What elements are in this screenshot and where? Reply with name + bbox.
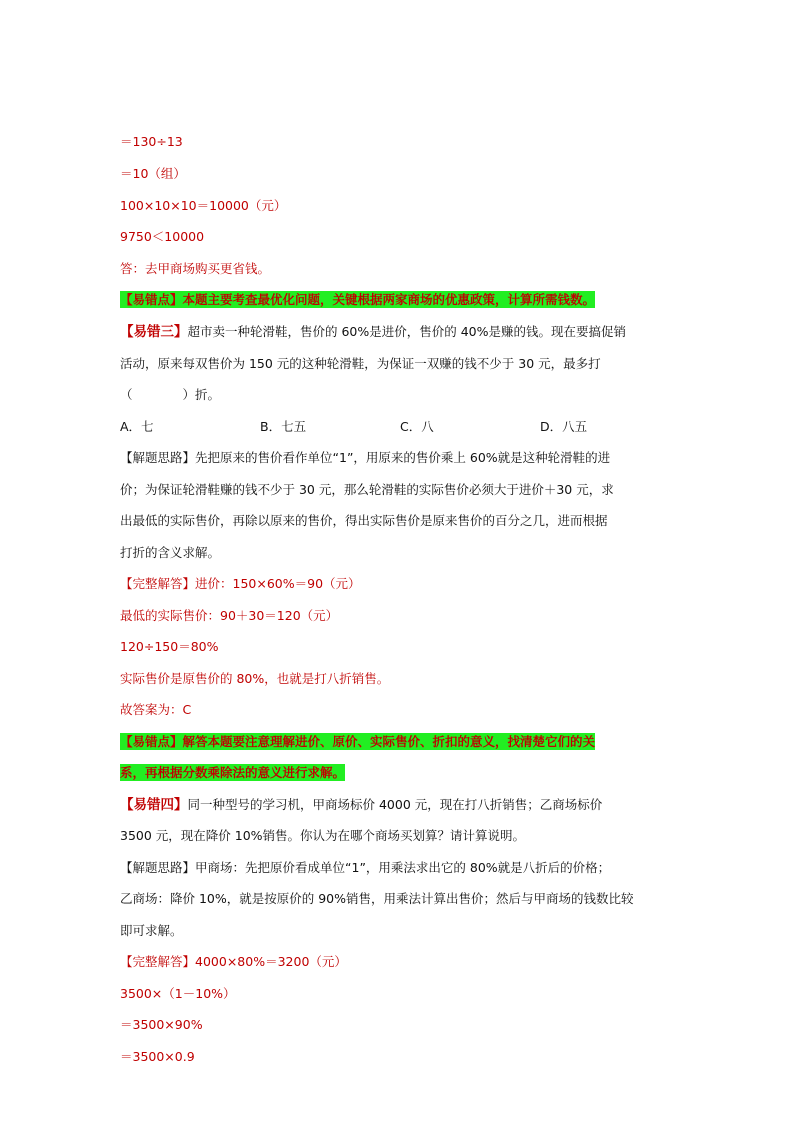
answer-line: 答：去甲商场购买更省钱。 [120,261,271,276]
question-text: 超市卖一种轮滑鞋，售价的 60%是进价，售价的 40%是赚的钱。现在要搞促销 [187,324,627,339]
question-text: 3500 元，现在降价 10%销售。你认为在哪个商场买划算？请计算说明。 [120,828,526,843]
answer-text: ＝3500×0.9 [120,1049,195,1064]
question-3 [120,322,680,342]
answer-text: 120÷150＝80% [120,639,219,654]
calc-line: ＝10（组） [120,166,186,181]
idea-tag: 【解题思路】 [120,860,196,875]
error-note-3 [120,732,680,752]
answer-text: 4000×80%＝3200（元） [195,954,347,969]
highlighted-note [120,291,595,308]
idea-text: 即可求解。 [120,923,183,938]
answer-tag: 【完整解答】 [120,954,196,969]
answer-text: ＝3500×90% [120,1017,203,1032]
idea-text: 甲商场：先把原价看成单位“1”，用乘法求出它的 80%就是八折后的价格； [195,860,611,875]
question-text: 活动，原来每双售价为 150 元的这种轮滑鞋，为保证一双赚的钱不少于 30 元，最多打 [120,356,601,371]
question-tag: 【易错三】 [120,324,188,340]
idea-text: 价；为保证轮滑鞋赚的钱不少于 30 元，那么轮滑鞋的实际售价必须大于进价＋30 元，求 [120,482,614,497]
full-answer-3 [120,574,680,594]
option-a: A．七 [120,419,154,434]
answer-text: 最低的实际售价：90＋30＝120（元） [120,608,339,623]
note-text: 本题主要考查最优化问题，关键根据两家商场的优惠政策，计算所需钱数。 [182,292,596,307]
note-text: 系，再根据分数乘除法的意义进行求解。 [120,765,346,780]
solution-idea-4 [120,858,680,878]
answer-text: 故答案为：C [120,702,192,717]
note-text: 解答本题要注意理解进价、原价、实际售价、折扣的意义，找清楚它们的关 [182,734,596,749]
options-row [120,417,680,437]
option-c: C．八 [400,419,434,434]
answer-tag: 【完整解答】 [120,576,196,591]
highlighted-note [120,733,595,750]
error-note-3-cont [120,763,680,783]
answer-text: 实际售价是原售价的 80%，也就是打八折销售。 [120,671,390,686]
full-answer-4 [120,952,680,972]
idea-text: 打折的含义求解。 [120,545,221,560]
option-d: D．八五 [540,419,588,434]
idea-text: 先把原来的售价看作单位“1”，用原来的售价乘上 60%就是这种轮滑鞋的进 [195,450,611,465]
calc-line: 100×10×10＝10000（元） [120,198,287,213]
question-tag: 【易错四】 [120,797,188,813]
question-text: 同一种型号的学习机，甲商场标价 4000 元，现在打八折销售；乙商场标价 [187,797,603,812]
answer-text: 进价：150×60%＝90（元） [195,576,361,591]
error-note-1 [120,290,680,310]
answer-text: 3500×（1－10%） [120,986,236,1001]
idea-text: 乙商场：降价 10%，就是按原价的 90%销售，用乘法计算出售价；然后与甲商场的钱数比较 [120,891,634,906]
idea-text: 出最低的实际售价，再除以原来的售价，得出实际售价是原来售价的百分之几，进而根据 [120,513,608,528]
note-tag: 【易错点】 [120,292,183,307]
option-b: B．七五 [260,419,307,434]
solution-idea-3 [120,448,680,468]
question-text: （ ）折。 [120,387,221,402]
calc-line: 9750＜10000 [120,229,205,244]
calc-line: ＝130÷13 [120,134,183,149]
idea-tag: 【解题思路】 [120,450,196,465]
question-4 [120,795,680,815]
note-tag: 【易错点】 [120,734,183,749]
